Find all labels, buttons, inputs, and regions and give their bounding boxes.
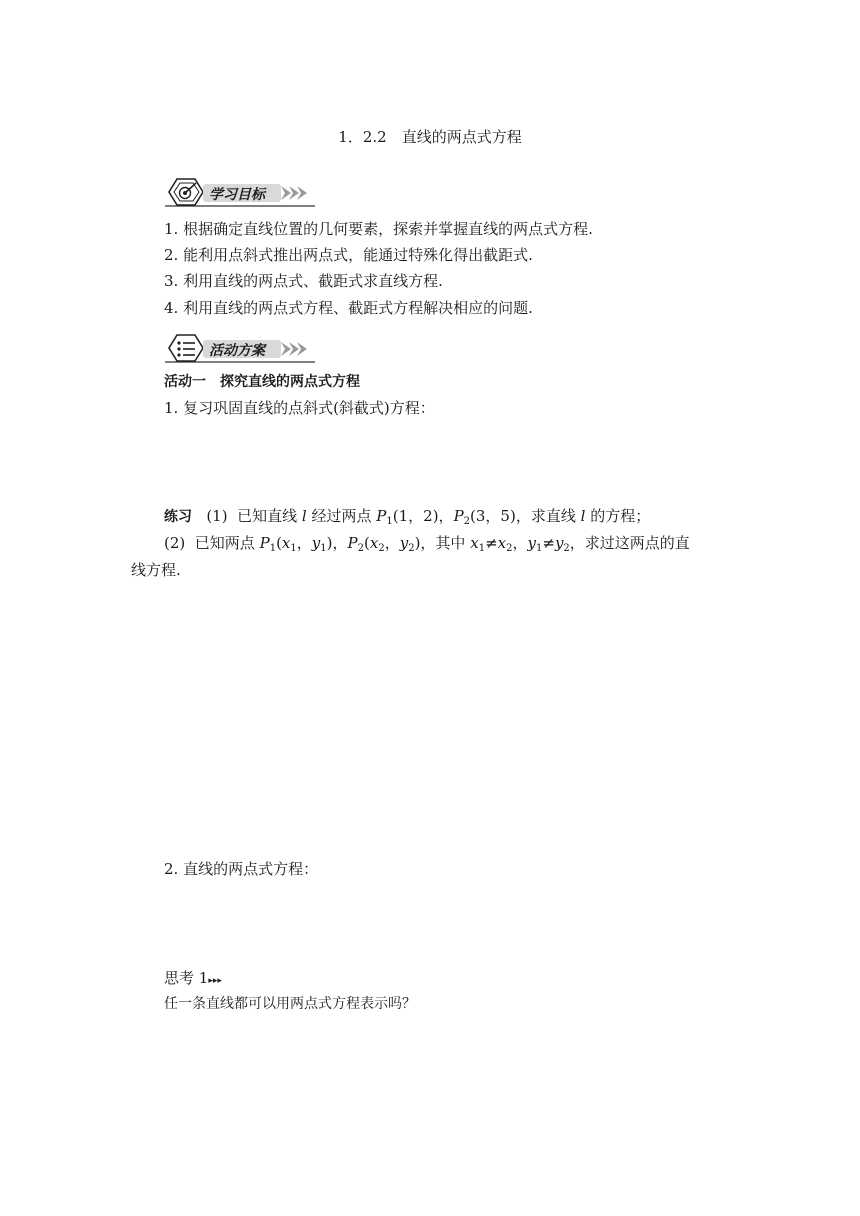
exercise-2-num: (2) xyxy=(164,534,186,552)
think-question: 任一条直线都可以用两点式方程表示吗？ xyxy=(164,996,416,1012)
goal-item-1: 1. 根据确定直线位置的几何要素，探索并掌握直线的两点式方程. xyxy=(164,220,593,238)
exercise-1-text: (1，2)， xyxy=(392,507,454,525)
comma: ， xyxy=(296,534,312,552)
exercise-1 xyxy=(164,506,650,527)
review-item-1: 1. 复习巩固直线的点斜式(斜截式)方程： xyxy=(164,399,435,417)
review-item-2: 2. 直线的两点式方程： xyxy=(164,860,319,878)
subscript: 1 xyxy=(478,543,486,554)
var-P: P xyxy=(376,507,387,525)
subscript: 2 xyxy=(506,543,513,554)
exercise-2: (2) 已知两点 $P_1(x_1$，$y_1$)，$P_2(x_2$，$y_2$)，其中 $x_1\ne x_2$，$y_1\ne y_2$，求过这两点的直 xyxy=(164,534,690,554)
exercise-2-text: ，求过这两点的直 xyxy=(569,534,690,552)
var-x: x xyxy=(281,534,291,552)
var-x: x xyxy=(369,534,379,552)
page-title: 1．2.2 直线的两点式方程 xyxy=(338,128,522,146)
subscript: 2 xyxy=(378,543,385,554)
goal-item-2: 2. 能利用点斜式推出两点式，能通过特殊化得出截距式. xyxy=(164,246,533,264)
comma: ， xyxy=(384,534,400,552)
subscript: 1 xyxy=(290,543,297,554)
activity-heading: 活动一 探究直线的两点式方程 xyxy=(164,374,360,390)
var-y: y xyxy=(311,534,321,552)
subscript: 2 xyxy=(563,543,570,554)
think-heading xyxy=(164,968,222,991)
subscript: 2 xyxy=(463,516,471,527)
goal-item-4: 4. 利用直线的两点式方程、截距式方程解决相应的问题. xyxy=(164,299,533,317)
subscript: 1 xyxy=(535,543,543,554)
exercise-2-text: 已知两点 xyxy=(194,534,255,552)
exercise-2-continuation: 线方程. xyxy=(131,561,181,579)
subscript: 1 xyxy=(320,543,327,554)
var-x: x xyxy=(497,534,507,552)
var-y: y xyxy=(527,534,536,552)
subscript: 2 xyxy=(357,543,364,554)
var-y: y xyxy=(554,534,564,552)
comma: ， xyxy=(332,534,348,552)
exercise-1-text: (3，5)，求直线 xyxy=(470,507,576,525)
think-label: 思考 1 xyxy=(164,969,209,987)
var-y: y xyxy=(399,534,409,552)
var-P: P xyxy=(453,507,464,525)
exercise-1-num: (1) xyxy=(206,507,228,525)
arrow-icons: ▸▸▸ xyxy=(208,976,222,986)
subscript: 1 xyxy=(386,516,393,527)
learning-goals-label: 学习目标 xyxy=(209,187,265,203)
var-x: x xyxy=(470,534,479,552)
comma: ， xyxy=(512,534,528,552)
neq-symbol: ≠ xyxy=(542,534,555,552)
var-P: P xyxy=(347,534,358,552)
exercise-label: 练习 xyxy=(164,509,192,525)
exercise-2-text: ，其中 xyxy=(420,534,466,552)
var-P: P xyxy=(259,534,270,552)
goal-item-3: 3. 利用直线的两点式、截距式求直线方程. xyxy=(164,272,443,290)
activity-plan-label: 活动方案 xyxy=(209,343,265,359)
learning-goals-banner xyxy=(163,176,323,208)
var-l: l xyxy=(580,507,586,525)
exercise-1-text: 经过两点 xyxy=(311,507,372,525)
activity-plan-banner xyxy=(163,332,323,364)
neq-symbol: ≠ xyxy=(485,534,498,552)
subscript: 1 xyxy=(269,543,277,554)
exercise-1-text: 的方程； xyxy=(590,507,651,525)
subscript: 2 xyxy=(408,543,415,554)
var-l: l xyxy=(301,507,307,525)
exercise-1-text: 已知直线 xyxy=(237,507,298,525)
